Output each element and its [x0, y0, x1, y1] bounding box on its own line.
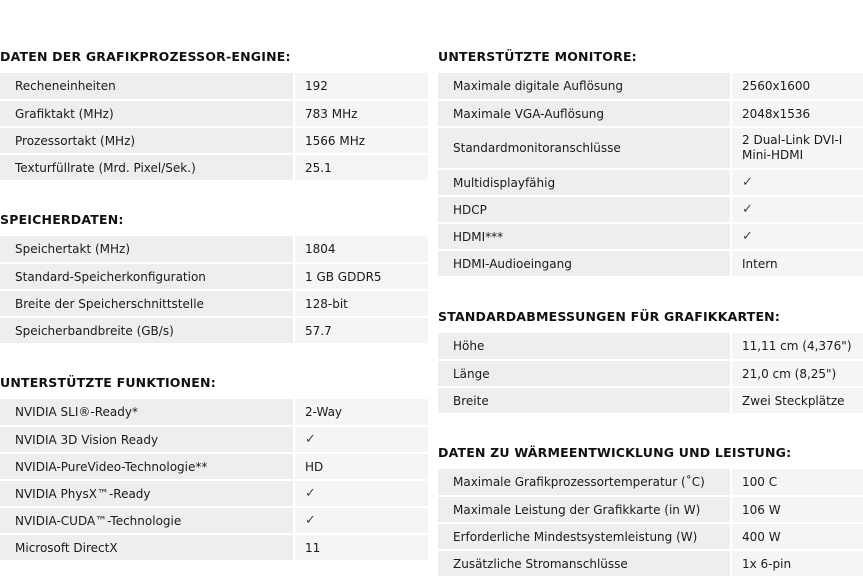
section-title: UNTERSTÜTZTE FUNKTIONEN:	[0, 375, 216, 390]
spec-label: Breite	[438, 387, 731, 414]
spec-label: HDMI-Audioeingang	[438, 250, 731, 277]
section-dimensions	[438, 308, 863, 415]
spec-label: HDMI***	[438, 223, 731, 250]
table-row	[438, 550, 863, 577]
table-row	[0, 290, 428, 317]
table-row	[0, 263, 428, 290]
spec-value: 128-bit	[294, 290, 428, 317]
spec-label: Maximale VGA-Auflösung	[438, 100, 731, 127]
table-row	[0, 317, 428, 344]
spec-label: NVIDIA PhysX™-Ready	[0, 480, 294, 507]
spec-table	[438, 73, 863, 278]
spec-value: 106 W	[731, 496, 863, 523]
spec-value: 2560x1600	[731, 73, 863, 100]
spec-value: 11	[294, 534, 428, 561]
table-row	[0, 480, 428, 507]
spec-value: 2-Way	[294, 399, 428, 426]
table-row	[0, 507, 428, 534]
table-row	[0, 100, 428, 127]
spec-label: Zusätzliche Stromanschlüsse	[438, 550, 731, 577]
spec-value: 100 C	[731, 469, 863, 496]
spec-label: Grafiktakt (MHz)	[0, 100, 294, 127]
spec-label: Microsoft DirectX	[0, 534, 294, 561]
section-monitors	[438, 48, 863, 278]
spec-label: Prozessortakt (MHz)	[0, 127, 294, 154]
check-icon: ✓	[294, 426, 428, 453]
spec-label: HDCP	[438, 196, 731, 223]
check-icon: ✓	[731, 169, 863, 196]
check-icon: ✓	[294, 480, 428, 507]
table-row	[438, 250, 863, 277]
section-title: DATEN ZU WÄRMEENTWICKLUNG UND LEISTUNG:	[438, 445, 792, 460]
spec-value	[731, 127, 863, 169]
table-row	[0, 127, 428, 154]
spec-value: Zwei Steckplätze	[731, 387, 863, 414]
table-row	[438, 523, 863, 550]
spec-value: 783 MHz	[294, 100, 428, 127]
section-title: STANDARDABMESSUNGEN FÜR GRAFIKKARTEN:	[438, 309, 781, 324]
section-title: SPEICHERDATEN:	[0, 212, 124, 227]
spec-label: Multidisplayfähig	[438, 169, 731, 196]
spec-value: Intern	[731, 250, 863, 277]
spec-value: 1566 MHz	[294, 127, 428, 154]
spec-table	[438, 333, 863, 415]
table-row	[0, 236, 428, 263]
section-title: DATEN DER GRAFIKPROZESSOR-ENGINE:	[0, 49, 291, 64]
spec-label: NVIDIA 3D Vision Ready	[0, 426, 294, 453]
spec-label: NVIDIA-PureVideo-Technologie**	[0, 453, 294, 480]
table-row	[438, 73, 863, 100]
table-row	[438, 127, 863, 169]
spec-value: 2048x1536	[731, 100, 863, 127]
spec-value: 1x 6-pin	[731, 550, 863, 577]
spec-label: Länge	[438, 360, 731, 387]
spec-label: Recheneinheiten	[0, 73, 294, 100]
table-row	[0, 154, 428, 181]
table-row	[438, 469, 863, 496]
section-memory	[0, 211, 428, 345]
spec-label: Höhe	[438, 333, 731, 360]
spec-value-line: Mini-HDMI	[742, 148, 804, 162]
table-row	[438, 387, 863, 414]
spec-table	[0, 399, 428, 562]
spec-value: 11,11 cm (4,376")	[731, 333, 863, 360]
spec-label: Texturfüllrate (Mrd. Pixel/Sek.)	[0, 154, 294, 181]
spec-value: HD	[294, 453, 428, 480]
spec-value: 25.1	[294, 154, 428, 181]
check-icon: ✓	[731, 196, 863, 223]
section-thermal-power	[438, 444, 863, 578]
spec-table	[0, 236, 428, 345]
spec-value: 57.7	[294, 317, 428, 344]
spec-label: Maximale digitale Auflösung	[438, 73, 731, 100]
table-row	[0, 73, 428, 100]
spec-label: Maximale Leistung der Grafikkarte (in W)	[438, 496, 731, 523]
table-row	[438, 496, 863, 523]
spec-table	[0, 73, 428, 182]
check-icon: ✓	[731, 223, 863, 250]
table-row	[0, 399, 428, 426]
spec-label: Standardmonitoranschlüsse	[438, 127, 731, 169]
spec-label: Speicherbandbreite (GB/s)	[0, 317, 294, 344]
spec-label: NVIDIA SLI®-Ready*	[0, 399, 294, 426]
section-title: UNTERSTÜTZTE MONITORE:	[438, 49, 637, 64]
table-row	[0, 534, 428, 561]
table-row	[0, 426, 428, 453]
table-row	[438, 360, 863, 387]
table-row	[438, 169, 863, 196]
spec-label: Breite der Speicherschnittstelle	[0, 290, 294, 317]
spec-value: 400 W	[731, 523, 863, 550]
table-row	[438, 333, 863, 360]
spec-table	[438, 469, 863, 578]
spec-label: Erforderliche Mindestsystemleistung (W)	[438, 523, 731, 550]
spec-value: 21,0 cm (8,25")	[731, 360, 863, 387]
spec-label: Maximale Grafikprozessortemperatur (˚C)	[438, 469, 731, 496]
table-row	[438, 196, 863, 223]
spec-value-line: 2 Dual-Link DVI-I	[742, 133, 843, 147]
spec-value: 1804	[294, 236, 428, 263]
table-row	[438, 100, 863, 127]
spec-value: 1 GB GDDR5	[294, 263, 428, 290]
spec-label: NVIDIA-CUDA™-Technologie	[0, 507, 294, 534]
section-features	[0, 374, 428, 562]
table-row	[0, 453, 428, 480]
table-row	[438, 223, 863, 250]
section-gpu-engine	[0, 48, 428, 182]
spec-label: Standard-Speicherkonfiguration	[0, 263, 294, 290]
check-icon: ✓	[294, 507, 428, 534]
spec-value: 192	[294, 73, 428, 100]
spec-label: Speichertakt (MHz)	[0, 236, 294, 263]
